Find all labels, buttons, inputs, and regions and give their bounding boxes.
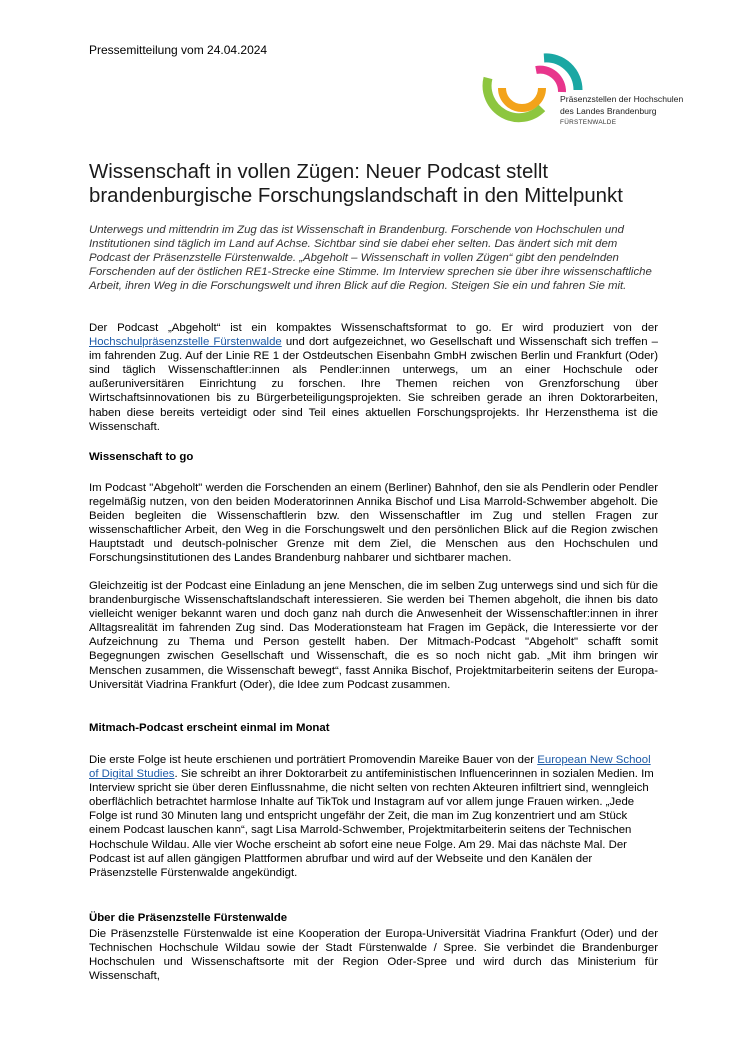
title-line-2: brandenburgische Forschungslandschaft in den Mittelpunkt	[89, 185, 623, 207]
logo-line-3: FÜRSTENWALDE	[560, 119, 617, 126]
press-release-date: Pressemitteilung vom 24.04.2024	[89, 43, 268, 57]
title-line-1: Wissenschaft in vollen Zügen: Neuer Podcast stellt	[89, 161, 549, 183]
logo-line-2: des Landes Brandenburg	[560, 106, 657, 116]
ensds-link[interactable]: European New School of Digital Studies	[89, 754, 651, 781]
section-heading-praesenzstelle: Über die Präsenzstelle Fürstenwalde	[89, 912, 288, 924]
intro-text-after: und dort aufgezeichnet, wo Gesellschaft und Wissenschaft sich treffen – im fahrenden Zug. Auf der Linie RE 1 der Ostdeutschen Eisenbahn GmbH zwischen Berlin und Frankfurt (Oder) sind täglich Wissenschaftler:innen als Pendler:innen unterwegs, um an einer Hochschule oder außeruniversitären Einrichtung zu forschen. Ihre Themen reichen von Grenzforschung über Wirtschaftsinnovationen bis zu Bürgerbeteiligungsprojekten. Sie schreiben gerade an ihren Doktorarbeiten, haben diese bereits verteidigt oder sind Teil eines aktuellen Forschungsprojekts. Ihr Herzensthema ist die Wissenschaft.	[89, 336, 658, 433]
intro-text-before: Der Podcast „Abgeholt“ ist ein kompaktes Wissenschaftsformat to go. Er wird produziert von der	[89, 322, 658, 334]
logo-text	[560, 93, 683, 129]
section2-text-before: Die erste Folge ist heute erschienen und porträtiert Promovendin Mareike Bauer von der	[89, 754, 538, 766]
document-title	[89, 160, 649, 208]
section2-paragraph	[89, 753, 658, 880]
section-heading-mitmach-podcast: Mitmach-Podcast erscheint einmal im Monat	[89, 722, 330, 734]
section-heading-wissenschaft-to-go: Wissenschaft to go	[89, 451, 194, 463]
section3-paragraph: Die Präsenzstelle Fürstenwalde ist eine Kooperation der Europa-Universität Viadrina Frankfurt (Oder) und der Technischen Hochschule Wildau sowie der Stadt Fürstenwalde / Spree. Sie verbindet die Brandenburger Hochschulen und Wissenschaftsorte mit der Region Oder-Spree und wird durch das Ministerium für Wissenschaft,	[89, 928, 658, 983]
section2-text-after: . Sie schreibt an ihrer Doktorarbeit zu antifeministischen Influencerinnen in sozialen Medien. Im Interview spricht sie über deren Einflussnahme, die nicht selten von rechten Akteuren infiltriert sind, wenngleich oberflächlich betrachtet harmlose Inhalte auf TikTok und Instagram auf vor allem junge Frauen wirken. „Jede Folge ist rund 30 Minuten lang und entspricht ungefähr der Zeit, die man im Zug konzentriert und am Stück einem Podcast lauschen kann“, sagt Lisa Marrold-Schwember, Projektmitarbeiterin seitens der Technischen Hochschule Wildau. Alle vier Woche erscheint ab sofort eine neue Folge. Am 29. Mai das nächste Mal. Der Podcast ist auf allen gängigen Plattformen abrufbar und wird auf der Webseite und den Kanälen der Präsenzstelle Fürstenwalde angekündigt.	[89, 768, 654, 879]
section1-paragraph-1: Im Podcast "Abgeholt" werden die Forschenden an einem (Berliner) Bahnhof, den sie als Pendlerin oder Pendler regelmäßig nutzen, von den beiden Moderatorinnen Annika Bischof und Lisa Marrold-Schwember abgeholt. Die Beiden begleiten die Wissenschaftlerin bzw. den Wissenschaftler im Zug und stellen Fragen zur wissenschaftlicher Arbeit, den Weg in die Forschungswelt und den persönlichen Blick auf die Region zwischen Hauptstadt und deutsch-polnischer Grenze mit dem Ziel, die Menschen aus den Hochschulen und Forschungsinstitutionen des Landes Brandenburg nahbarer und sichtbarer machen.	[89, 482, 658, 565]
logo	[482, 50, 712, 140]
section1-paragraph-2: Gleichzeitig ist der Podcast eine Einladung an jene Menschen, die im selben Zug unterwegs sind und sich für die brandenburgische Wissenschaftslandschaft interessieren. Sie werden bei Themen abgeholt, die ihnen bis dato vielleicht weniger bekannt waren und doch ganz nah durch die Anwesenheit der Wissenschaftler:innen in ihrer Alltagsrealität im fahrenden Zug sind. Das Moderationsteam hat Fragen im Gepäck, die Interessierte vor der Aufzeichnung zu Thema und Person gestellt haben. Der Mitmach-Podcast "Abgeholt" schafft somit Begegnungen zwischen Gesellschaft und Wissenschaft, die es so noch nicht gab. „Mit ihm bringen wir Menschen zusammen, die Wissenschaft bewegt“, fasst Annika Bischof, Projektmitarbeiterin seitens der Europa-Universität Viadrina Frankfurt (Oder), die Idee zum Podcast zusammen.	[89, 580, 658, 691]
presence-office-link[interactable]: Hochschulpräsenzstelle Fürstenwalde	[89, 336, 282, 349]
lead-paragraph: Unterwegs und mittendrin im Zug das ist Wissenschaft in Brandenburg. Forschende von Hochschulen und Institutionen sind täglich im Land auf Achse. Sichtbar sind sie dabei eher selten. Das ändert sich mit dem Podcast der Präsenzstelle Fürstenwalde. „Abgeholt – Wissenschaft in vollen Zügen“ gibt den pendelnden Forschenden auf der östlichen RE1-Strecke eine Stimme. Im Interview sprechen sie über ihre wissenschaftliche Arbeit, ihren Weg in die Forschungswelt und ihren Blick auf die Region. Steigen Sie ein und fahren Sie mit.	[89, 224, 652, 293]
intro-paragraph	[89, 321, 658, 434]
logo-line-1: Präsenzstellen der Hochschulen	[560, 94, 684, 104]
